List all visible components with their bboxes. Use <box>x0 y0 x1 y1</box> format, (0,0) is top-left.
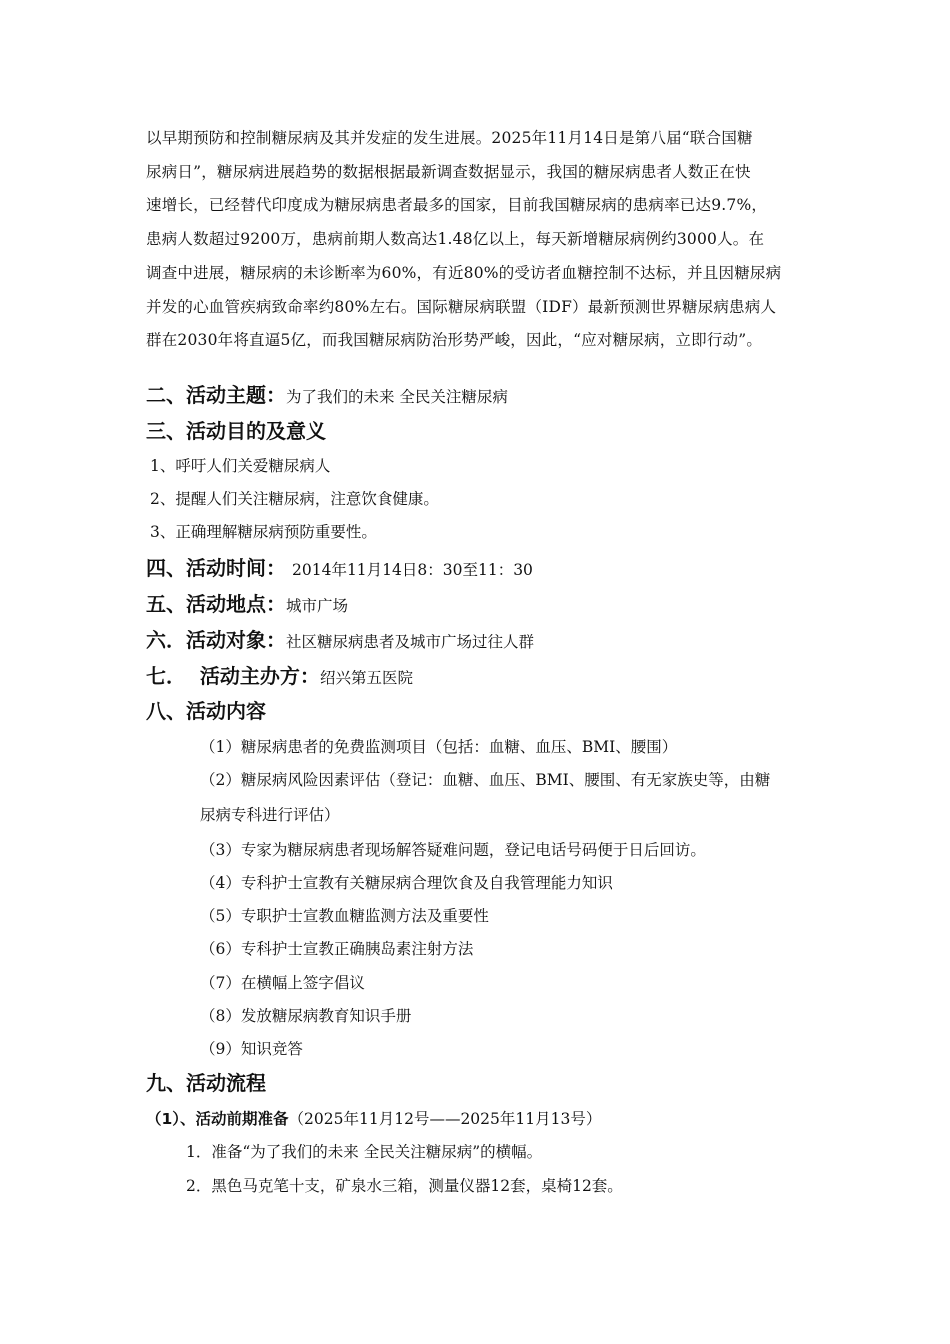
section-audience-label: 六．活动对象： <box>146 628 286 652</box>
content-item: （2）糖尿病风险因素评估（登记：血糖、血压、BMI、腰围、有无家族史等，由糖 <box>200 771 771 789</box>
intro-line: 群在2030年将直逼5亿，而我国糖尿病防治形势严峻，因此，“应对糖尿病，立即行动”。 <box>146 331 763 350</box>
content-item: 尿病专科进行评估） <box>200 806 340 824</box>
process-item: 2．黑色马克笔十支，矿泉水三箱，测量仪器12套，桌椅12套。 <box>186 1177 623 1195</box>
content-item: （9）知识竞答 <box>200 1040 303 1058</box>
intro-line: 速增长，已经替代印度成为糖尿病患者最多的国家，目前我国糖尿病的患病率已达9.7%， <box>146 196 768 215</box>
section-time-value: 2014年11月14日8：30至11：30 <box>292 561 533 579</box>
process-prep-line <box>146 1107 601 1131</box>
purpose-item: 3、正确理解糖尿病预防重要性。 <box>150 523 377 541</box>
intro-line: 调查中进展，糖尿病的未诊断率为60%，有近80%的受访者血糖控制不达标，并且因糖尿病 <box>146 263 782 282</box>
intro-line: 尿病日”，糖尿病进展趋势的数据根据最新调查数据显示，我国的糖尿病患者人数正在快 <box>146 162 751 181</box>
section-time-label: 四、活动时间： <box>146 556 286 580</box>
section-audience-value: 社区糖尿病患者及城市广场过往人群 <box>286 633 535 651</box>
section-place-value: 城市广场 <box>286 597 349 615</box>
content-item: （4）专科护士宣教有关糖尿病合理饮食及自我管理能力知识 <box>200 874 613 892</box>
section-audience <box>146 627 534 655</box>
section-purpose-heading: 三、活动目的及意义 <box>146 419 326 443</box>
process-item: 1．准备“为了我们的未来 全民关注糖尿病”的横幅。 <box>186 1143 543 1161</box>
intro-paragraph <box>146 122 816 358</box>
content-item: （7）在横幅上签字倡议 <box>200 974 365 992</box>
section-place <box>146 591 348 619</box>
section-organizer-value: 绍兴第五医院 <box>319 669 413 687</box>
section-theme-value: 为了我们的未来 全民关注糖尿病 <box>286 388 508 406</box>
section-organizer-label: 七． 活动主办方： <box>146 664 320 688</box>
content-item: （1）糖尿病患者的免费监测项目（包括：血糖、血压、BMI、腰围） <box>200 738 678 756</box>
section-theme <box>146 382 508 410</box>
content-item: （5）专职护士宣教血糖监测方法及重要性 <box>200 907 489 925</box>
intro-line: 以早期预防和控制糖尿病及其并发症的发生进展。2025年11月14日是第八届“联合国糖 <box>146 129 753 147</box>
section-process-heading: 九、活动流程 <box>146 1071 266 1095</box>
process-prep-label: （1）、活动前期准备 <box>146 1110 289 1128</box>
intro-line: 患病人数超过9200万，患病前期人数高达1.48亿以上，每天新增糖尿病例约3000人。在 <box>146 230 765 249</box>
purpose-item: 1、呼吁人们关爱糖尿病人 <box>150 457 331 475</box>
process-prep-date: （2025年11月12号——2025年11月13号） <box>288 1110 602 1128</box>
section-place-label: 五、活动地点： <box>146 592 286 616</box>
purpose-item: 2、提醒人们关注糖尿病，注意饮食健康。 <box>150 490 439 508</box>
section-organizer <box>146 663 413 691</box>
section-content-heading: 八、活动内容 <box>146 699 266 723</box>
intro-line: 并发的心血管疾病致命率约80%左右。国际糖尿病联盟（IDF）最新预测世界糖尿病患病人 <box>146 297 777 316</box>
content-item: （6）专科护士宣教正确胰岛素注射方法 <box>200 940 474 958</box>
content-item: （8）发放糖尿病教育知识手册 <box>200 1007 412 1025</box>
content-item: （3）专家为糖尿病患者现场解答疑难问题，登记电话号码便于日后回访。 <box>200 841 706 859</box>
section-theme-label: 二、活动主题： <box>146 383 286 407</box>
section-time <box>146 555 533 583</box>
